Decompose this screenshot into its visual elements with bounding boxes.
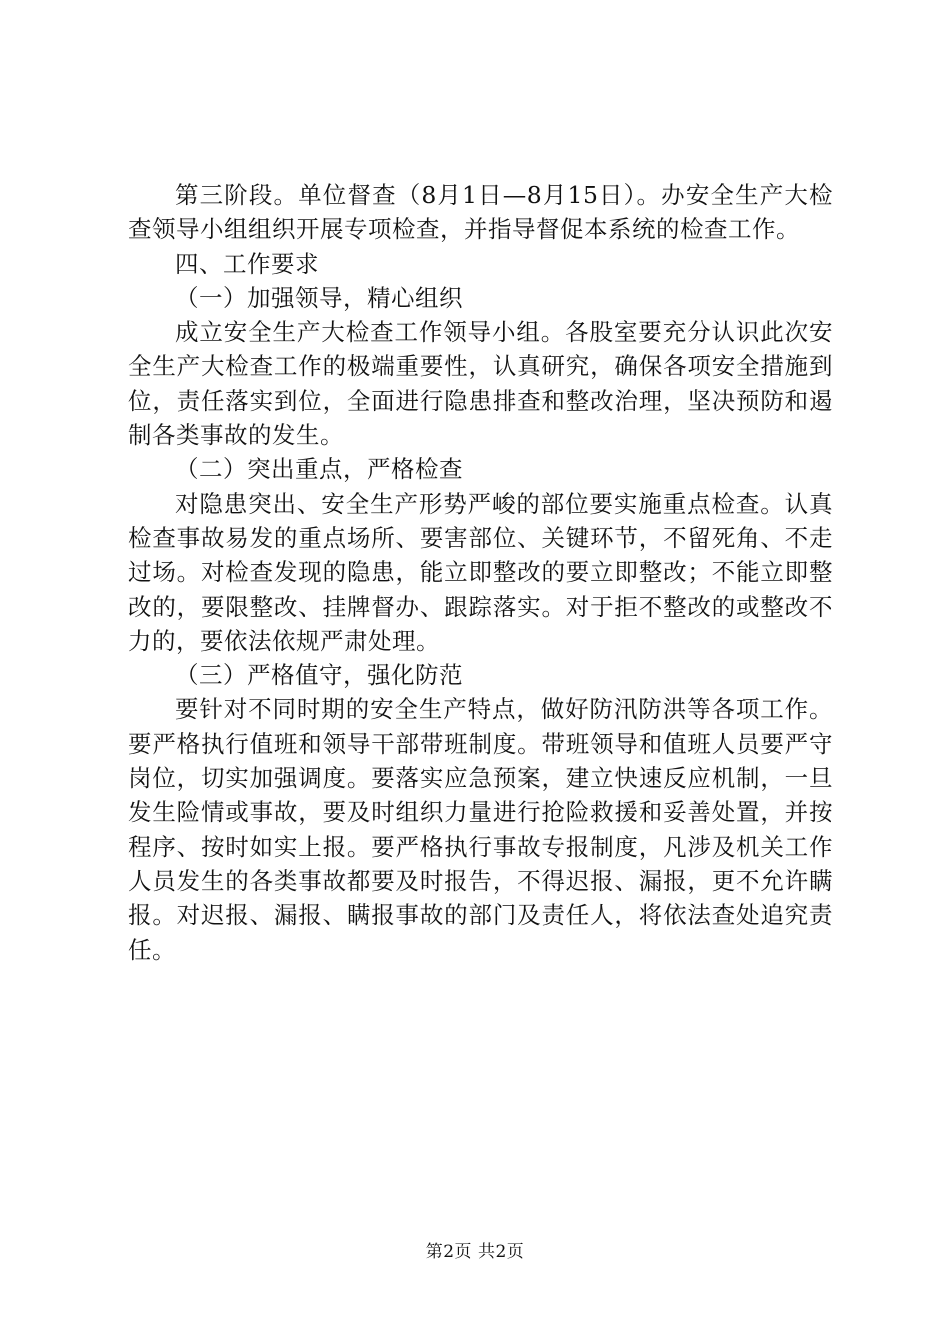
document-body (128, 178, 833, 967)
subheading-key-inspection: （二）突出重点，严格检查 (175, 455, 463, 484)
subheading-leadership: （一）加强领导，精心组织 (175, 283, 463, 312)
subheading-duty-prevention: （三）严格值守，强化防范 (175, 661, 463, 690)
paragraph-key-inspection: 对隐患突出、安全生产形势严峻的部位要实施重点检查。认真检查事故易发的重点场所、要害部位、关键环节，不留死角、不走过场。对检查发现的隐患，能立即整改的要立即整改；不能立即整改的，要限整改、挂牌督办、跟踪落实。对于拒不整改的或整改不力的，要依法依规严肃处理。 (128, 489, 833, 655)
paragraph-leadership: 成立安全生产大检查工作领导小组。各股室要充分认识此次安全生产大检查工作的极端重要性，认真研究，确保各项安全措施到位，责任落实到位，全面进行隐患排查和整改治理，坚决预防和遏制各类事故的发生。 (128, 318, 833, 450)
paragraph-duty-prevention: 要针对不同时期的安全生产特点，做好防汛防洪等各项工作。要严格执行值班和领导干部带班制度。带班领导和值班人员要严守岗位，切实加强调度。要落实应急预案，建立快速反应机制，一旦发生险情或事故，要及时组织力量进行抢险救援和妥善处置，并按程序、按时如实上报。要严格执行事故专报制度，凡涉及机关工作人员发生的各类事故都要及时报告，不得迟报、漏报，更不允许瞒报。对迟报、漏报、瞒报事故的部门及责任人，将依法查处追究责任。 (128, 695, 833, 964)
section-heading-work-requirements: 四、工作要求 (175, 249, 319, 278)
page-footer: 第2页 共2页 (425, 1242, 525, 1262)
paragraph-stage-three: 第三阶段。单位督查（8月1日—8月15日）。办安全生产大检查领导小组组织开展专项检查，并指导督促本系统的检查工作。 (128, 181, 833, 244)
